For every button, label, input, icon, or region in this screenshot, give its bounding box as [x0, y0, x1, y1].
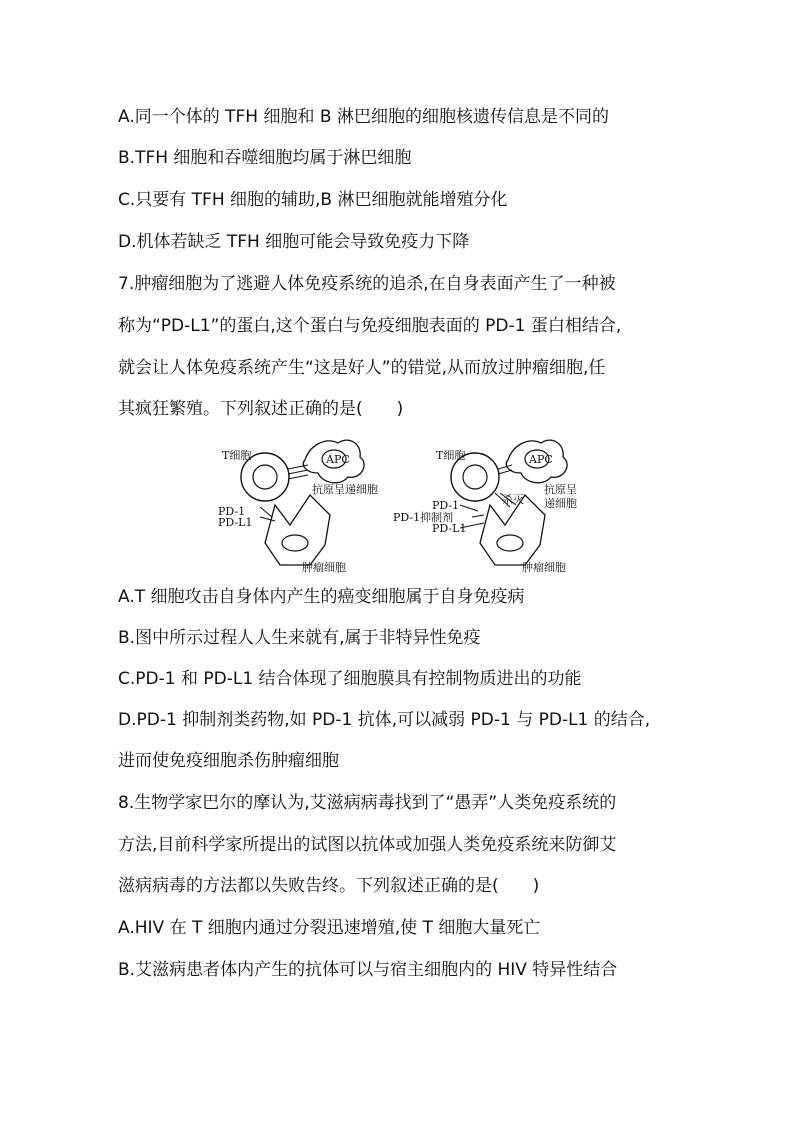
receptor-line	[288, 470, 308, 474]
q7-option-d-line-1: D.PD-1 抑制剂类药物,如 PD-1 抗体,可以减弱 PD-1 与 PD-L1 的结合,	[118, 710, 651, 730]
right-panel	[393, 440, 577, 574]
inhibitor-label: PD-1抑制剂	[393, 511, 454, 524]
pd1-label: PD-1	[432, 499, 460, 512]
immune-figure	[210, 425, 600, 575]
q7-stem-line-2: 称为“PD-L1”的蛋白,这个蛋白与免疫细胞表面的 PD-1 蛋白相结合,	[118, 316, 622, 336]
left-panel	[218, 440, 378, 574]
pd1-label: PD-1	[218, 505, 246, 518]
tumor-label: 肿瘤细胞	[522, 561, 566, 574]
apc-label: APC	[326, 453, 350, 466]
q7-option-d-line-2: 进而使免疫细胞杀伤肿瘤细胞	[118, 751, 339, 771]
apc-caption: 抗原呈递细胞	[312, 483, 378, 496]
q7-option-b: B.图中所示过程人人生来就有,属于非特异性免疫	[118, 628, 481, 648]
q8-option-b: B.艾滋病患者体内产生的抗体可以与宿主细胞内的 HIV 特异性结合	[118, 960, 618, 980]
t-cell-nucleus	[463, 465, 487, 489]
q6-option-d: D.机体若缺乏 TFH 细胞可能会导致免疫力下降	[118, 232, 470, 252]
tumor-cell	[265, 495, 330, 565]
apc-label: APC	[529, 453, 553, 466]
q7-stem-line-1: 7.肿瘤细胞为了逃避人体免疫系统的追杀,在自身表面产生了一种被	[118, 274, 616, 294]
q8-stem-line-3: 滋病病毒的方法都以失败告终。下列叙述正确的是( )	[118, 876, 540, 896]
q7-stem-line-3: 就会让人体免疫系统产生“这是好人”的错觉,从而放过肿瘤细胞,任	[118, 358, 606, 378]
q8-option-a: A.HIV 在 T 细胞内通过分裂迅速增殖,使 T 细胞大量死亡	[118, 918, 541, 938]
q7-option-c: C.PD-1 和 PD-L1 结合体现了细胞膜具有控制物质进出的功能	[118, 669, 582, 689]
apc-caption-1: 抗原呈	[544, 483, 577, 496]
tumor-nucleus	[282, 535, 308, 551]
kill-label: 杀灭	[502, 493, 524, 506]
t-cell-label: T细胞	[436, 449, 466, 462]
pd1-pointer	[260, 507, 272, 517]
q6-option-b: B.TFH 细胞和吞噬细胞均属于淋巴细胞	[118, 148, 412, 168]
inhibitor-pointer	[472, 515, 484, 517]
t-cell-label: T细胞	[222, 449, 252, 462]
pdl1-label: PD-L1	[432, 522, 467, 535]
q8-stem-line-1: 8.生物学家巴尔的摩认为,艾滋病病毒找到了“愚弄”人类免疫系统的	[118, 793, 617, 813]
q7-option-a: A.T 细胞攻击自身体内产生的癌变细胞属于自身免疫病	[118, 587, 525, 607]
apc-caption-2: 递细胞	[544, 497, 577, 510]
t-cell-nucleus	[253, 465, 277, 489]
pdl1-label: PD-L1	[218, 516, 253, 529]
pd1-pointer	[460, 505, 478, 511]
q6-option-a: A.同一个体的 TFH 细胞和 B 淋巴细胞的细胞核遗传信息是不同的	[118, 107, 609, 127]
q8-stem-line-2: 方法,目前科学家所提出的试图以抗体或加强人类免疫系统来防御艾	[118, 835, 617, 855]
tumor-label: 肿瘤细胞	[302, 561, 346, 574]
pdl1-pointer	[260, 517, 275, 521]
receptor-line	[498, 465, 512, 469]
tumor-nucleus	[497, 535, 523, 551]
q7-stem-line-4: 其疯狂繁殖。下列叙述正确的是( )	[118, 399, 404, 419]
immune-diagram	[210, 425, 600, 575]
receptor-line	[288, 475, 308, 479]
q6-option-c: C.只要有 TFH 细胞的辅助,B 淋巴细胞就能增殖分化	[118, 190, 508, 210]
receptor-line	[498, 470, 512, 474]
